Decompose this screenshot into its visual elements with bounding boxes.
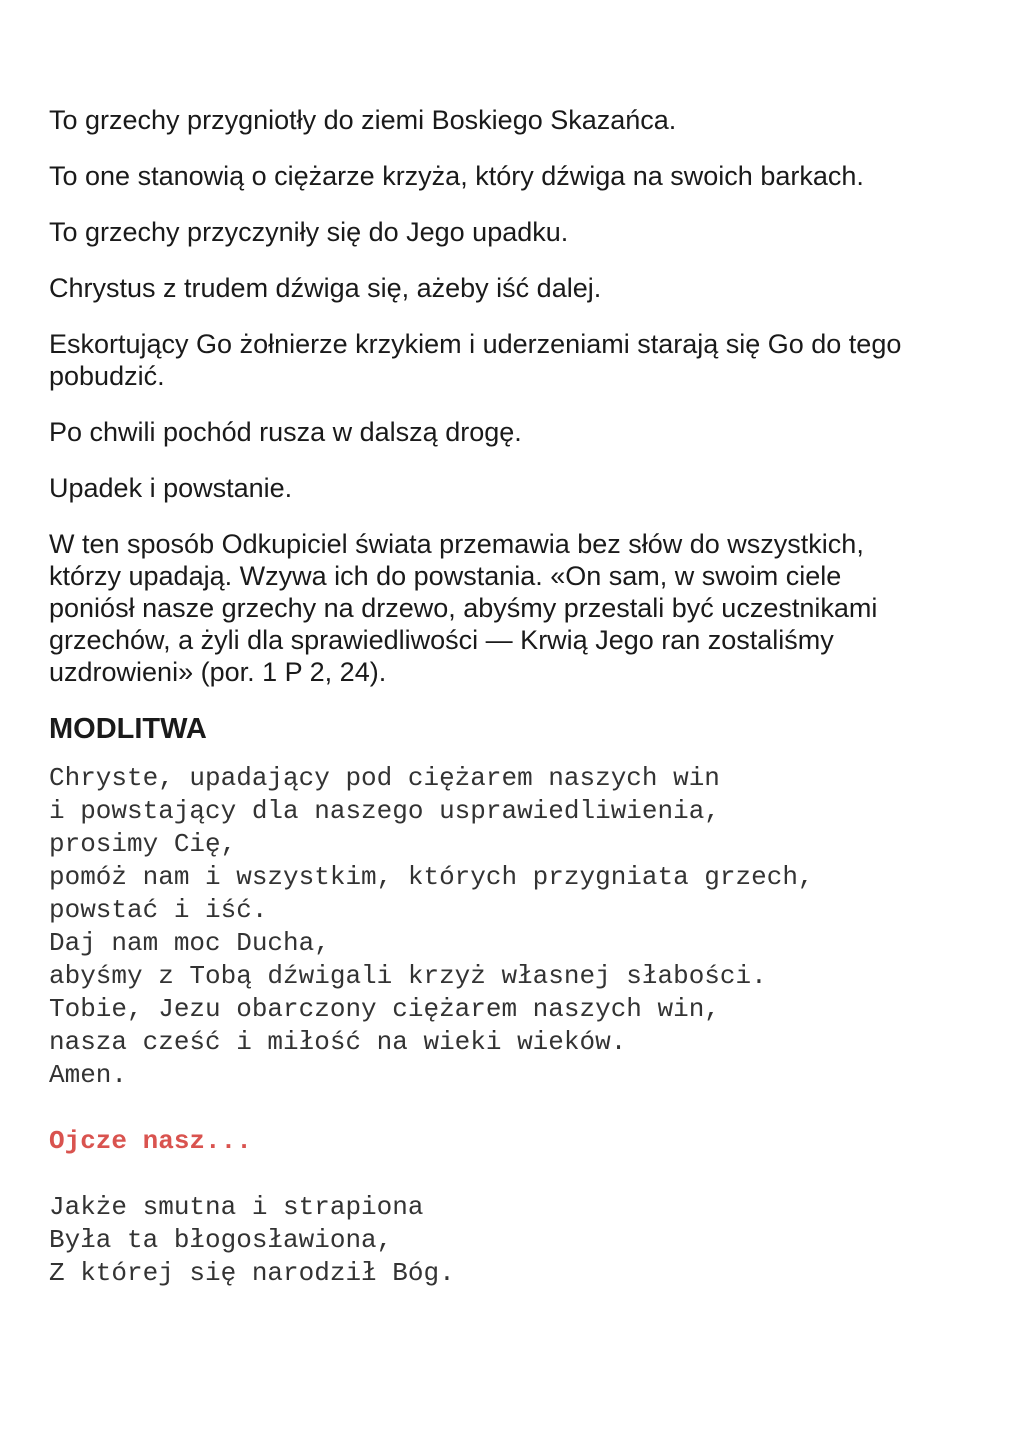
paragraph: To one stanowią o ciężarze krzyża, który dźwiga na swoich barkach.	[49, 161, 864, 191]
paragraph: To grzechy przygniotły do ziemi Boskiego Skazańca.	[49, 105, 677, 135]
hymn-line: Z której się narodził Bóg.	[49, 1258, 455, 1288]
paragraph: Chrystus z trudem dźwiga się, ażeby iść dalej.	[49, 273, 602, 303]
prayer-line: nasza cześć i miłość na wieki wieków.	[49, 1027, 627, 1057]
paragraph: Po chwili pochód rusza w dalszą drogę.	[49, 417, 522, 447]
prayer-line: pomóż nam i wszystkim, których przygniata grzech,	[49, 862, 814, 892]
prayer-line: Chryste, upadający pod ciężarem naszych win	[49, 763, 720, 793]
prayer-line: i powstający dla naszego usprawiedliwienia,	[49, 796, 720, 826]
hymn-text	[49, 1191, 989, 1290]
paragraph: To grzechy przyczyniły się do Jego upadku.	[49, 217, 569, 247]
prayer-heading: MODLITWA	[49, 713, 207, 745]
paragraph: Upadek i powstanie.	[49, 473, 293, 503]
prayer-line: Amen.	[49, 1060, 128, 1090]
paragraph: W ten sposób Odkupiciel świata przemawia bez słów do wszystkich, którzy upadają. Wzywa ich do powstania. «On sam, w swoim ciele poniósł nasze grzechy na drzewo, abyśmy przestali być uczestnikami grzechów, a żyli dla sprawiedliwości — Krwią Jego ran zostaliśmy uzdrowieni» (por. 1 P 2, 24).	[49, 529, 878, 687]
prayer-text	[49, 762, 989, 1092]
hymn-line: Była ta błogosławiona,	[49, 1225, 393, 1255]
document-page	[49, 104, 989, 1290]
prayer-line: powstać i iść.	[49, 895, 268, 925]
paragraph: Eskortujący Go żołnierze krzykiem i uderzeniami starają się Go do tego pobudzić.	[49, 329, 902, 391]
prayer-line: Tobie, Jezu obarczony ciężarem naszych win,	[49, 994, 720, 1024]
ojcze-nasz: Ojcze nasz...	[49, 1126, 252, 1156]
prayer-line: Daj nam moc Ducha,	[49, 928, 330, 958]
prayer-line: abyśmy z Tobą dźwigali krzyż własnej słabości.	[49, 961, 767, 991]
prayer-line: prosimy Cię,	[49, 829, 237, 859]
hymn-line: Jakże smutna i strapiona	[49, 1192, 424, 1222]
